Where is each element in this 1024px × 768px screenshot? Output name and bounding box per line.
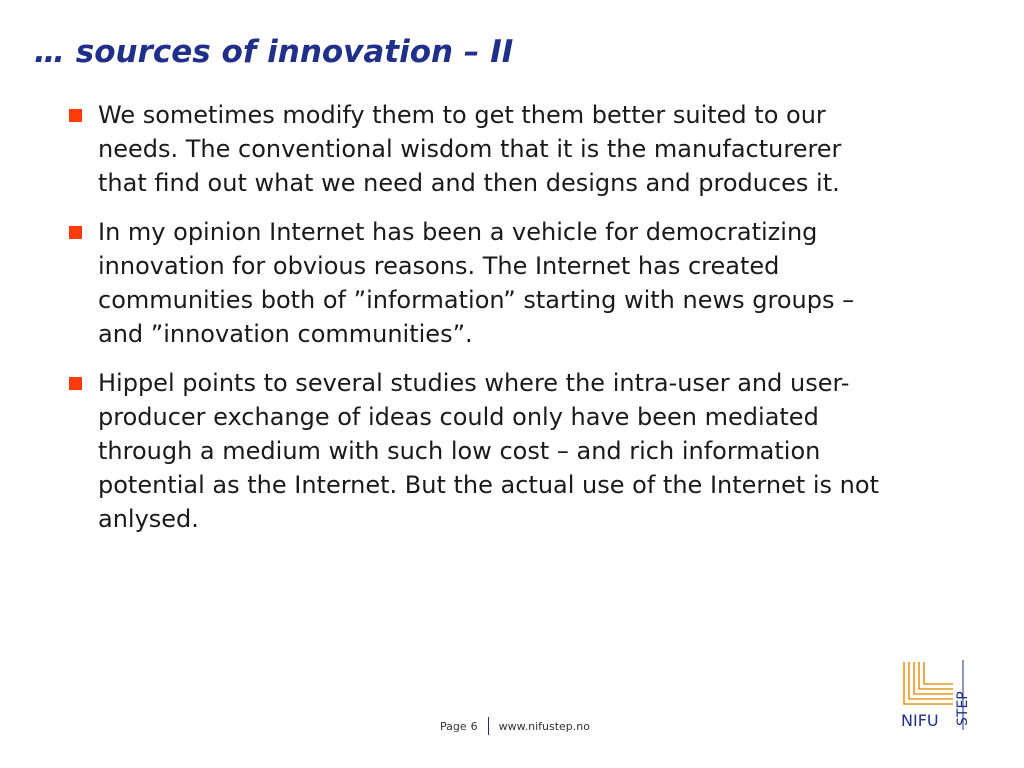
bullet-list (68, 98, 888, 551)
logo-lines-icon (904, 662, 953, 704)
bullet-item (68, 366, 888, 536)
slide-footer (440, 717, 590, 735)
page-label: Page (440, 719, 467, 733)
page-number: 6 (470, 719, 478, 733)
logo-word-left: NIFU (901, 711, 939, 730)
website-link[interactable]: www.nifustep.no (498, 719, 590, 733)
bullet-text: In my opinion Internet has been a vehicle for democratizing innovation for obvious reasons. The Internet has created communities both of ”information” starting with news groups – and ”innovation communities”. (98, 218, 855, 348)
square-bullet-icon (69, 109, 82, 122)
slide-title: … sources of innovation – II (34, 34, 514, 70)
nifu-step-logo (901, 660, 971, 730)
bullet-text: We sometimes modify them to get them better suited to our needs. The conventional wisdom that it is the manufacturerer that find out what we need and then designs and produces it. (98, 101, 842, 197)
square-bullet-icon (69, 226, 82, 239)
bullet-text: Hippel points to several studies where the intra-user and user-producer exchange of ideas could only have been mediated through a medium with such low cost – and rich information potential as the Internet. But the actual use of the Internet is not anlysed. (98, 369, 879, 533)
bullet-item (68, 98, 888, 200)
square-bullet-icon (69, 377, 82, 390)
footer-divider (488, 717, 489, 735)
bullet-item (68, 215, 888, 351)
logo-word-right: STEP (955, 691, 971, 726)
